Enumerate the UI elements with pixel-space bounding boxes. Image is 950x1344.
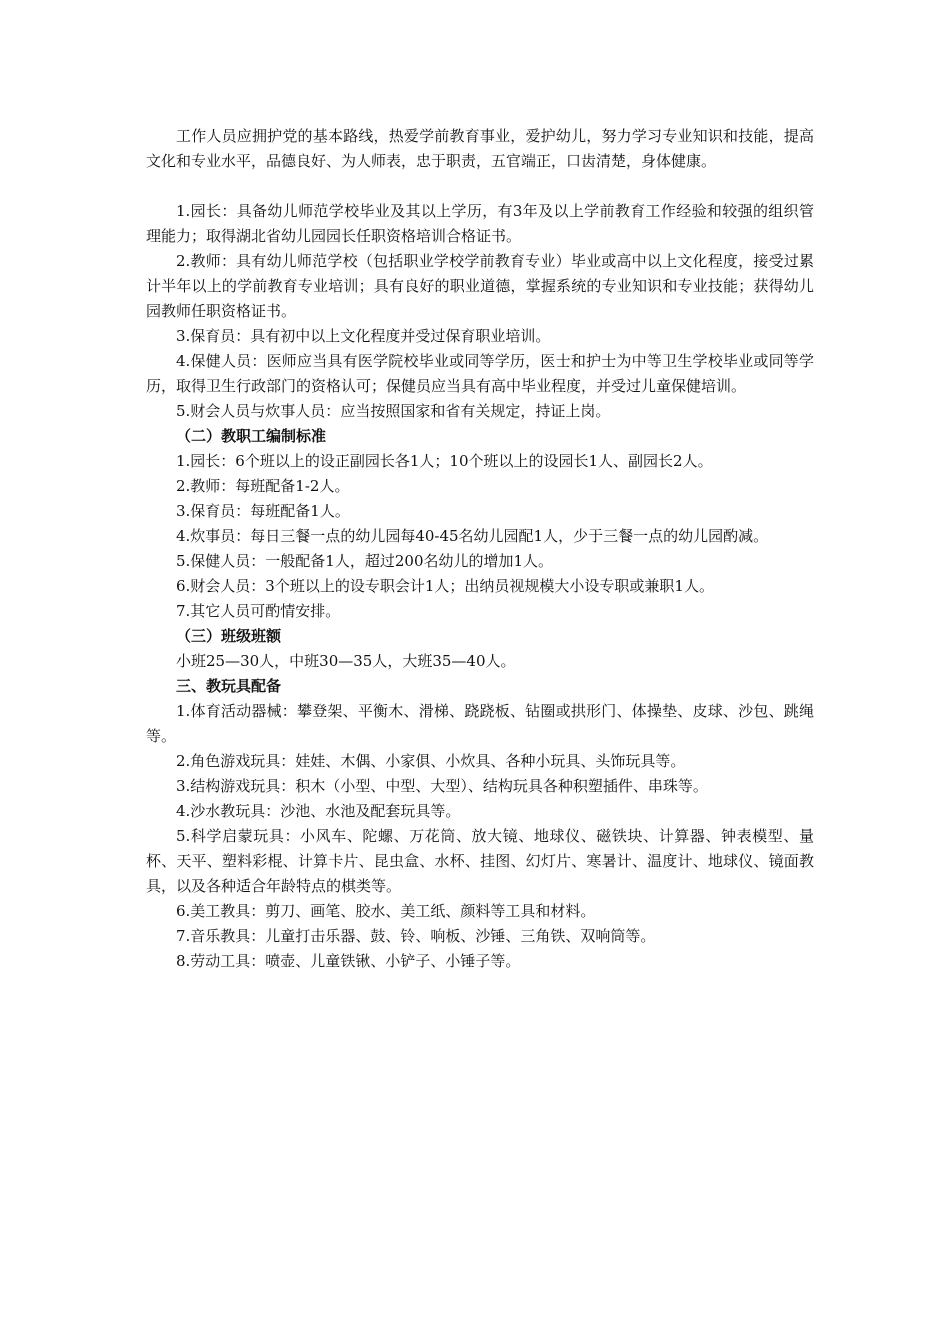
intro-paragraph: 工作人员应拥护党的基本路线，热爱学前教育事业，爱护幼儿，努力学习专业知识和技能，提高文化和专业水平，品德良好、为人师表，忠于职责，五官端正，口齿清楚，身体健康。 (146, 127, 814, 170)
staffing-item: 7.其它人员可酌情安排。 (176, 602, 341, 620)
staffing-heading: （二）教职工编制标准 (176, 427, 327, 445)
toys-item: 2.角色游戏玩具：娃娃、木偶、小家俱、小炊具、各种小玩具、头饰玩具等。 (176, 752, 686, 770)
staffing-item: 5.保健人员：一般配备1人，超过200名幼儿的增加1人。 (176, 552, 554, 570)
qualifications-section (146, 199, 814, 424)
qualification-item-health-staff: 4.保健人员：医师应当具有医学院校毕业或同等学历，医士和护士为中等卫生学校毕业或同等学历，取得卫生行政部门的资格认可；保健员应当具有高中毕业程度，并受过儿童保健培训。 (146, 352, 814, 395)
toys-item: 6.美工教具：剪刀、画笔、胶水、美工纸、颜料等工具和材料。 (176, 902, 596, 920)
staffing-item: 2.教师：每班配备1-2人。 (176, 477, 350, 495)
toys-item: 4.沙水教玩具：沙池、水池及配套玩具等。 (176, 802, 461, 820)
toys-heading: 三、教玩具配备 (176, 677, 282, 695)
toys-item: 8.劳动工具：喷壶、儿童铁锹、小铲子、小锤子等。 (176, 952, 521, 970)
staffing-item: 4.炊事员：每日三餐一点的幼儿园每40-45名幼儿园配1人，少于三餐一点的幼儿园酌减。 (176, 527, 769, 545)
toys-item: 3.结构游戏玩具：积木（小型、中型、大型）、结构玩具各种积塑插件、串珠等。 (176, 777, 708, 795)
staffing-section (146, 424, 814, 624)
toys-section (146, 674, 814, 974)
qualification-item-director: 1.园长：具备幼儿师范学校毕业及其以上学历，有3年及以上学前教育工作经验和较强的组织管理能力；取得湖北省幼儿园园长任职资格培训合格证书。 (146, 202, 814, 245)
paragraph-gap (146, 174, 814, 199)
staffing-item: 1.园长：6个班以上的设正副园长各1人；10个班以上的设园长1人、副园长2人。 (176, 452, 713, 470)
qualification-item-teacher: 2.教师：具有幼儿师范学校（包括职业学校学前教育专业）毕业或高中以上文化程度，接受过累计半年以上的学前教育专业培训；具有良好的职业道德，掌握系统的专业知识和专业技能；获得幼儿园教师任职资格证书。 (146, 252, 814, 320)
class-size-text: 小班25—30人，中班30—35人，大班35—40人。 (176, 652, 516, 670)
qualification-item-finance-kitchen: 5.财会人员与炊事人员：应当按照国家和省有关规定，持证上岗。 (176, 402, 611, 420)
toys-item: 7.音乐教具：儿童打击乐器、鼓、铃、响板、沙锤、三角铁、双响筒等。 (176, 927, 656, 945)
toys-item: 5.科学启蒙玩具：小风车、陀螺、万花筒、放大镜、地球仪、磁铁块、计算器、钟表模型、量杯、天平、塑料彩棍、计算卡片、昆虫盒、水杯、挂图、幻灯片、寒暑计、温度计、地球仪、镜面教具，以及各种适合年龄特点的棋类等。 (146, 827, 814, 895)
toys-item: 1.体育活动器械：攀登架、平衡木、滑梯、跷跷板、钻圈或拱形门、体操垫、皮球、沙包、跳绳等。 (146, 702, 814, 745)
staffing-item: 6.财会人员：3个班以上的设专职会计1人；出纳员视规模大小设专职或兼职1人。 (176, 577, 714, 595)
staffing-item: 3.保育员：每班配备1人。 (176, 502, 350, 520)
class-size-heading: （三）班级班额 (176, 627, 282, 645)
qualification-item-caregiver: 3.保育员：具有初中以上文化程度并受过保育职业培训。 (176, 327, 551, 345)
document-page (146, 124, 814, 974)
class-size-section (146, 624, 814, 674)
